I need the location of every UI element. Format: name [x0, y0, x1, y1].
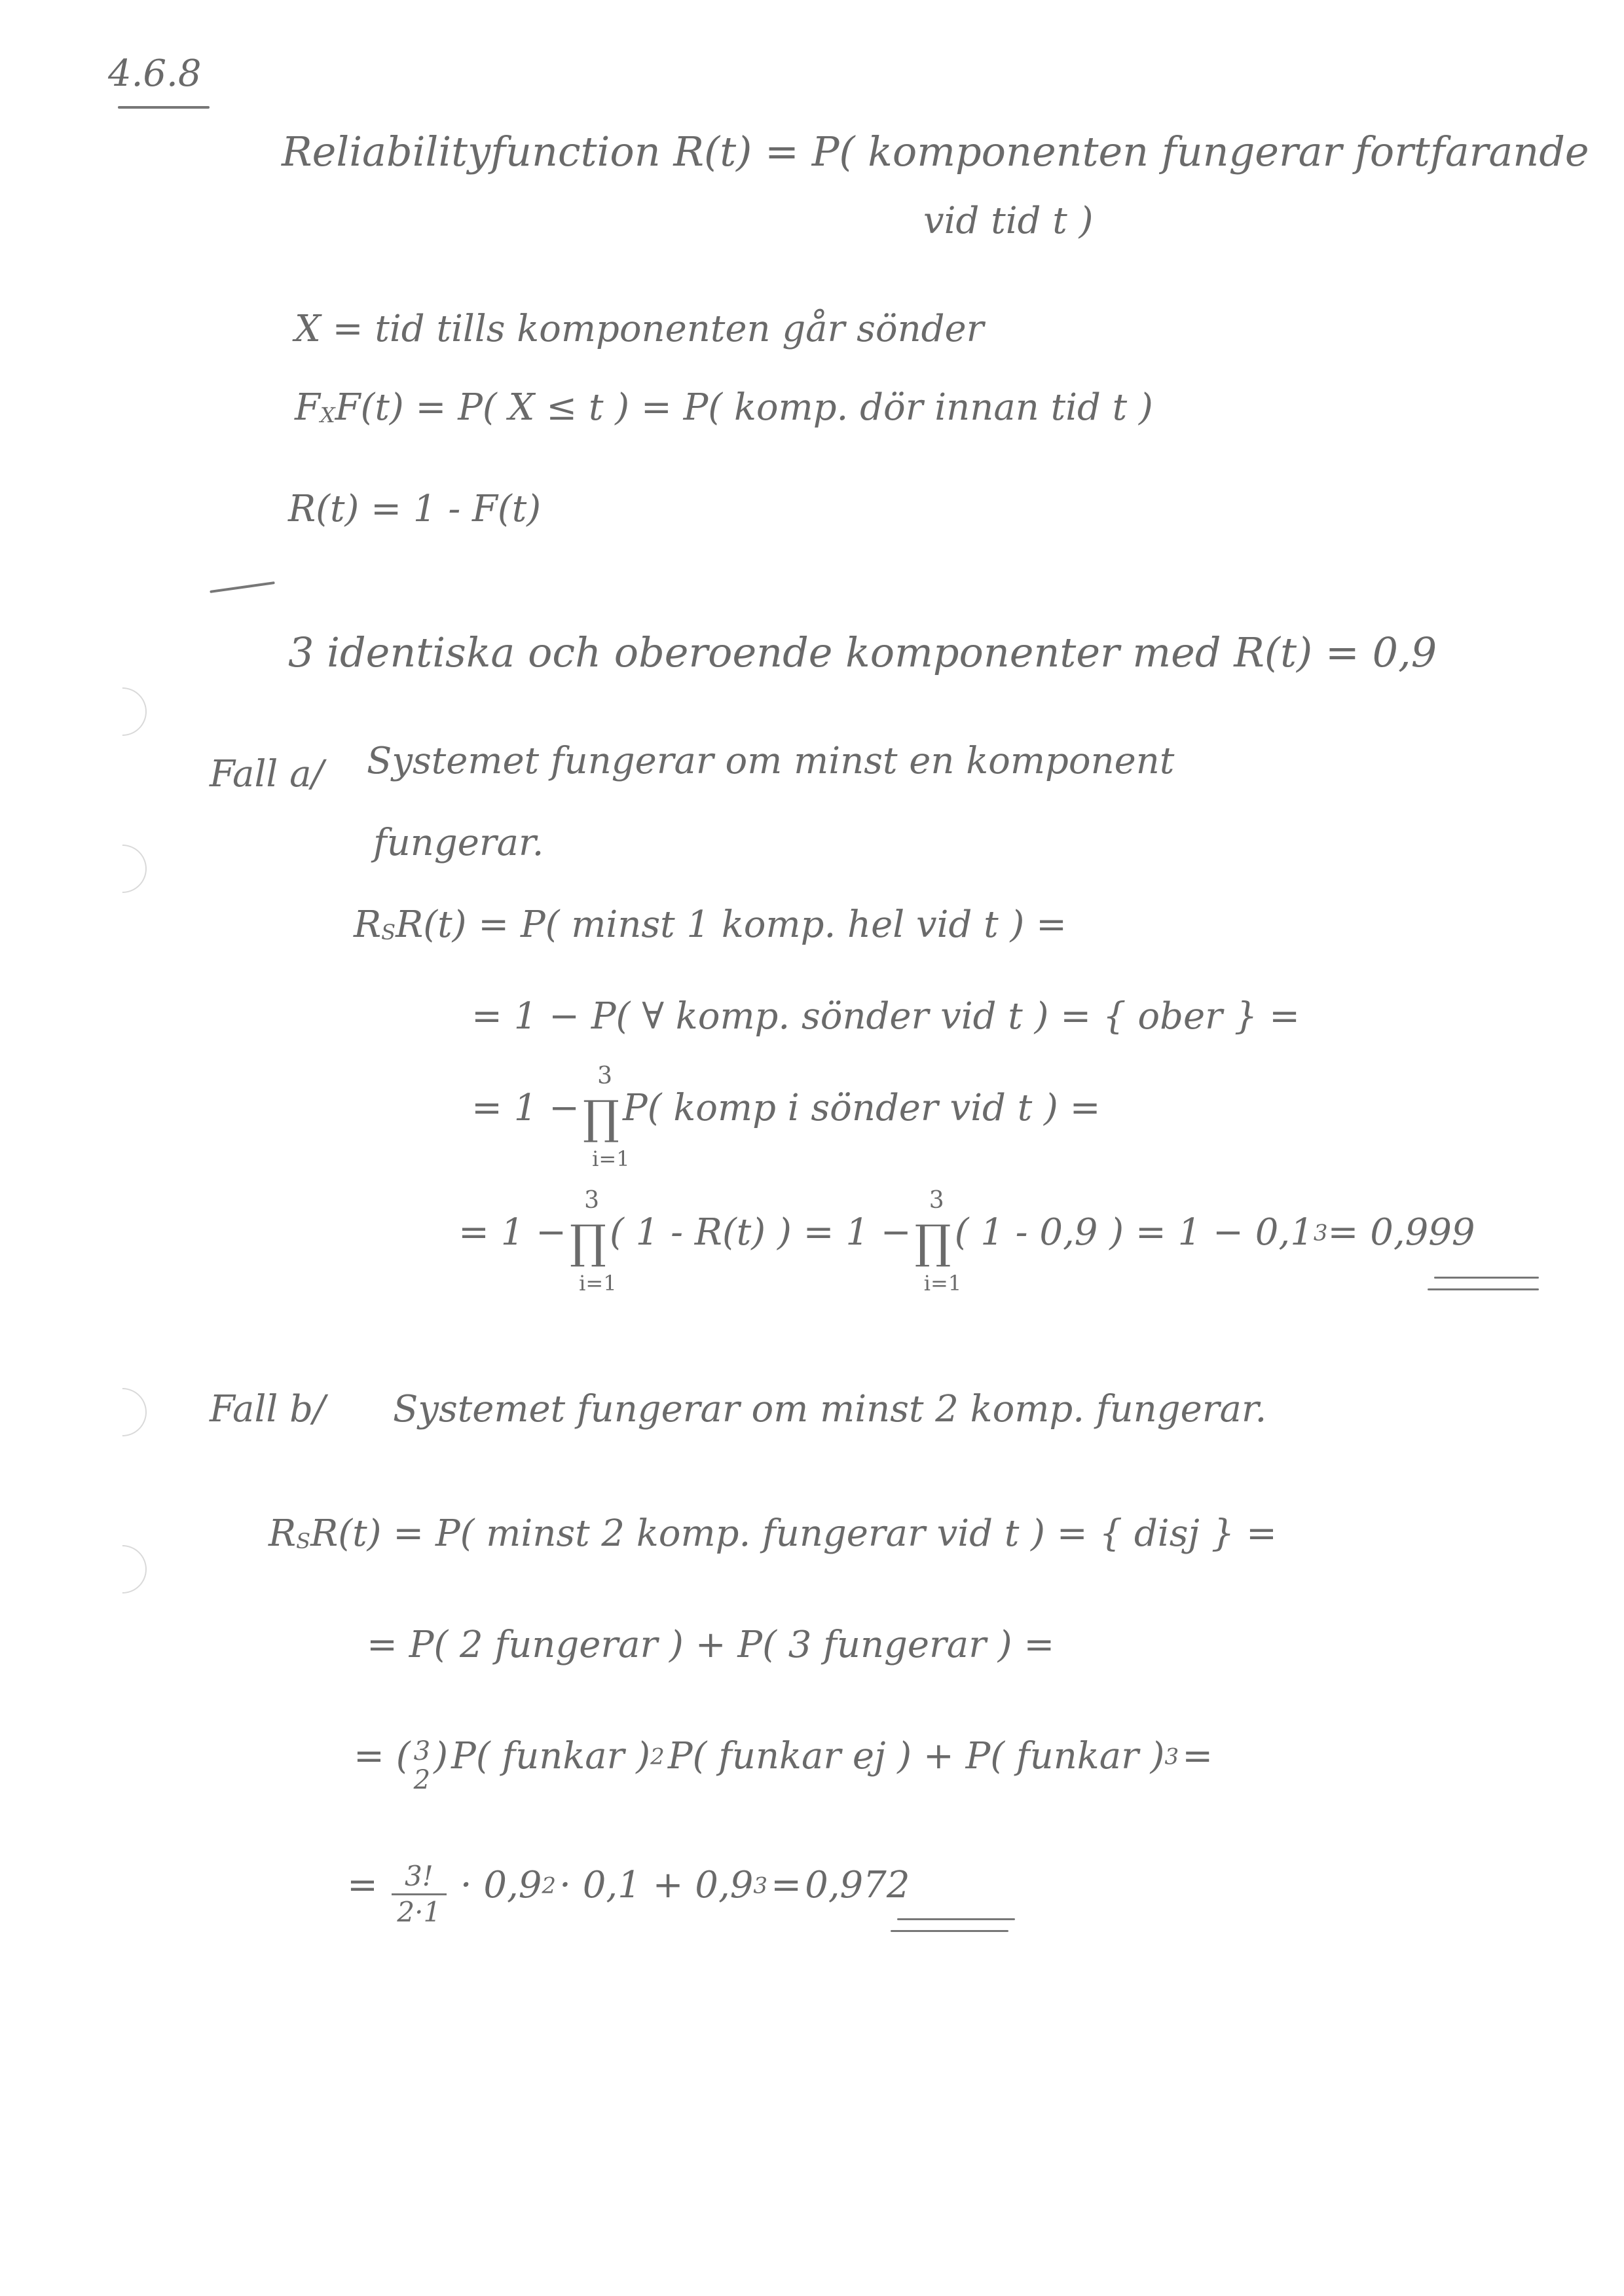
case-b-eq1: RSR(t) = P( minst 2 komp. fungerar vid t ) = { disj } =: [268, 1512, 1277, 1555]
case-b-eq4-eq: =: [771, 1864, 802, 1906]
variable-x-definition: X = tid tills komponenten går sönder: [295, 308, 984, 350]
fraction-numerator: 3!: [392, 1859, 447, 1895]
case-b-eq4-exp2: 3: [753, 1872, 768, 1899]
product-symbol: ∏: [583, 1090, 619, 1144]
case-a-eq4-pre: = 1 −: [458, 1211, 567, 1254]
reliability-definition-line1: Reliabilityfunction R(t) = P( komponenten fungerar fortfarande: [282, 128, 1589, 175]
case-a-result-underline-1: [1434, 1277, 1539, 1279]
case-b-eq1-subscript: S: [296, 1529, 311, 1554]
reliability-definition-line2: vid tid t ): [923, 200, 1094, 242]
binomial-top: 3: [413, 1736, 431, 1766]
case-b-result-underline-1: [897, 1918, 1015, 1920]
case-b-statement: Systemet fungerar om minst 2 komp. fungerar.: [393, 1388, 1267, 1430]
product-operator-3: [914, 1186, 962, 1296]
section-separator: [210, 581, 275, 593]
product-upper-limit-3: 3: [929, 1186, 944, 1214]
case-b-eq3-end: =: [1182, 1735, 1213, 1777]
binder-hole-1: [88, 678, 157, 746]
setup-statement: 3 identiska och oberoende komponenter med R(t) = 0,9: [288, 629, 1437, 676]
case-a-eq3: [471, 1062, 1101, 1171]
case-b-eq1-text: R(t) = P( minst 2 komp. fungerar vid t ) = { disj } =: [310, 1512, 1277, 1555]
case-b-result: 0,972: [805, 1864, 910, 1906]
case-b-eq3-exp2: 3: [1164, 1743, 1179, 1770]
binomial-bottom: 2: [413, 1764, 431, 1795]
case-b-eq3: = ( 3 2 ) P( funkar )2 P( funkar ej ) + P( funkar )3 =: [354, 1735, 1213, 1795]
case-b-eq3-exp: 2: [650, 1743, 665, 1770]
product-upper-limit-2: 3: [584, 1186, 600, 1214]
product-lower-limit-2: i=1: [579, 1270, 617, 1296]
case-b-eq3-b: P( funkar ej ) + P( funkar ): [667, 1735, 1165, 1777]
product-lower-limit: i=1: [592, 1146, 630, 1171]
case-b-eq4: = $\frac{3!}{2\cdot 1}$ · 0,92 · 0,1 + 0,93 = 0,972: [347, 1860, 910, 1928]
case-a-eq4-mid: ( 1 - R(t) ) = 1 −: [609, 1211, 912, 1254]
case-a-eq3-pre: = 1 −: [471, 1087, 580, 1129]
case-b-eq4-b: · 0,1 + 0,9: [559, 1864, 754, 1906]
case-b-eq2: = P( 2 fungerar ) + P( 3 fungerar ) =: [367, 1624, 1055, 1666]
case-a-result: = 0,999: [1327, 1211, 1475, 1254]
product-operator: [583, 1062, 630, 1171]
product-symbol-2: ∏: [570, 1214, 606, 1269]
product-upper-limit: 3: [597, 1062, 613, 1089]
case-a-eq1-text: R(t) = P( minst 1 komp. hel vid t ) =: [396, 903, 1067, 946]
case-a-eq3-post: P( komp i sönder vid t ) =: [622, 1087, 1101, 1129]
case-b-eq4-exp: 2: [542, 1872, 557, 1899]
case-b-label: Fall b/: [210, 1388, 325, 1430]
case-a-result-underline-2: [1428, 1288, 1539, 1290]
problem-number: 4.6.8: [108, 52, 202, 95]
factorial-fraction: [392, 1859, 447, 1929]
case-a-eq1-subscript: S: [381, 920, 396, 945]
binder-hole-3: [88, 1378, 157, 1447]
cdf-definition-text: F(t) = P( X ≤ t ) = P( komp. dör innan tid t ): [335, 386, 1153, 429]
case-a-eq4-post: ( 1 - 0,9 ) = 1 − 0,1: [954, 1211, 1314, 1254]
binomial-coefficient: [414, 1737, 430, 1795]
binder-hole-4: [88, 1535, 157, 1604]
case-a-eq1: RSR(t) = P( minst 1 komp. hel vid t ) =: [354, 903, 1067, 946]
product-lower-limit-3: i=1: [923, 1270, 962, 1296]
case-a-eq4: [458, 1186, 1475, 1296]
case-a-statement-cont: fungerar.: [373, 822, 544, 864]
cdf-subscript: X: [320, 403, 335, 428]
case-a-statement: Systemet fungerar om minst en komponent: [367, 740, 1175, 782]
binder-hole-2: [88, 835, 157, 903]
case-a-label: Fall a/: [210, 753, 324, 795]
problem-number-underline: [118, 106, 210, 109]
case-b-eq3-a: P( funkar ): [451, 1735, 651, 1777]
product-symbol-3: ∏: [914, 1214, 951, 1269]
reliability-complement: R(t) = 1 - F(t): [288, 488, 542, 530]
fraction-denominator: 2·1: [397, 1896, 441, 1928]
case-b-result-underline-2: [891, 1930, 1008, 1932]
product-operator-2: [570, 1186, 617, 1296]
case-b-eq4-a: · 0,9: [460, 1864, 542, 1906]
case-a-eq4-exponent: 3: [1313, 1220, 1328, 1247]
case-a-eq2: = 1 − P( ∀ komp. sönder vid t ) = { ober } =: [471, 995, 1301, 1038]
cdf-definition: FXF(t) = P( X ≤ t ) = P( komp. dör innan tid t ): [295, 386, 1153, 429]
